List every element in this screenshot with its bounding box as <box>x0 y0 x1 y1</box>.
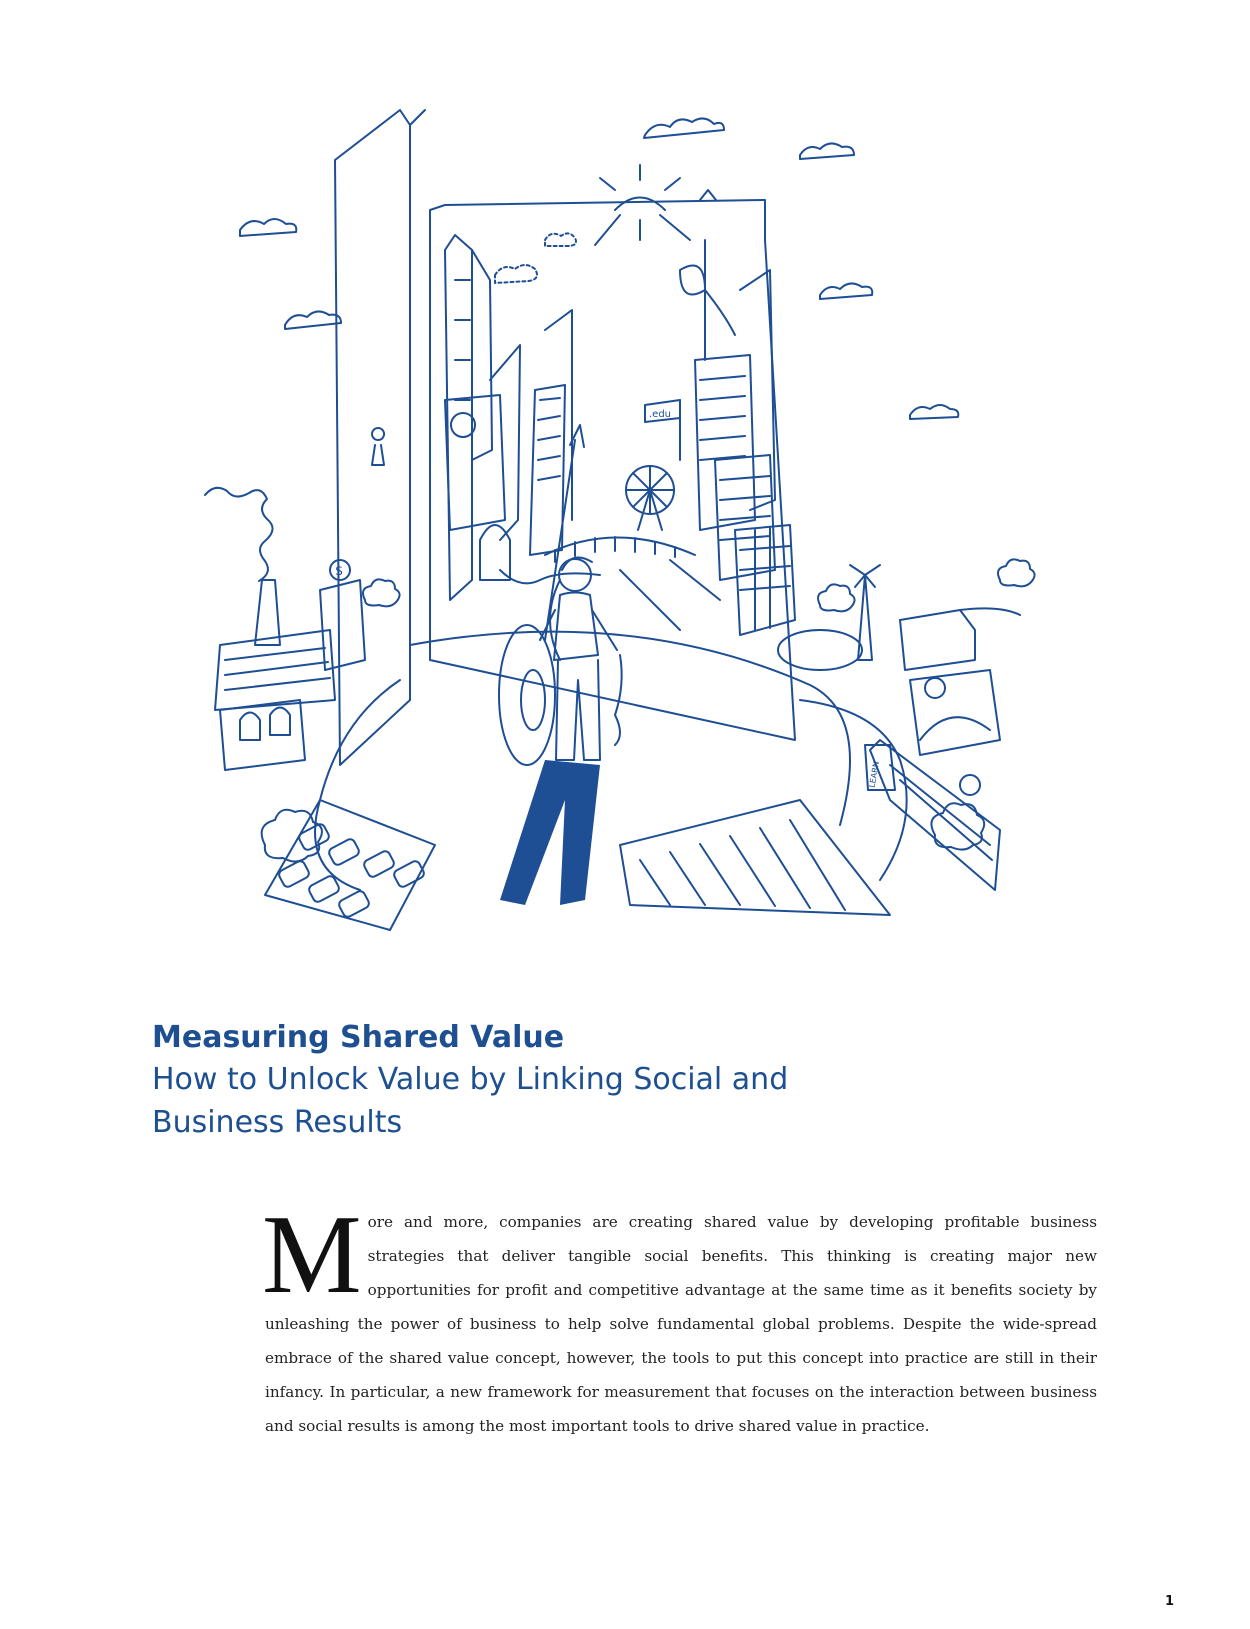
title-block <box>152 1018 852 1144</box>
intro-paragraph-text: ore and more, companies are creating shared value by developing profitable business strategies that deliver tangible social benefits. This thinking is creating major new opportunities for profit and competitive advantage at the same time as it benefits society by unleashing the power of business to help solve fundamental global problems. Despite the wide-spread embrace of the shared value concept, however, the tools to put this concept into practice are still in their infancy. In particular, a new framework for measurement that focuses on the interaction between business and social results is among the most important tools to drive shared value in practice. <box>265 1213 1097 1435</box>
edu-flag <box>645 400 680 460</box>
parking-lot <box>265 800 435 930</box>
right-buildings <box>680 190 795 635</box>
cover-illustration <box>200 100 1060 970</box>
edu-sign-label: .edu <box>649 409 672 420</box>
windmill-icon <box>850 565 880 660</box>
ferris-wheel-icon <box>626 466 674 530</box>
page-number: 1 <box>1164 1594 1174 1609</box>
learn-sign-label: LEARN <box>867 760 882 789</box>
bushes <box>262 559 1035 861</box>
cloud-icon <box>240 118 958 419</box>
left-buildings <box>445 235 600 600</box>
drop-cap: M <box>262 1193 362 1317</box>
city-door-drawing <box>200 100 1060 970</box>
page-title: Measuring Shared Value <box>152 1020 565 1055</box>
ground-lines <box>315 560 907 890</box>
bank-building <box>320 560 365 670</box>
crop-field <box>620 800 890 915</box>
bridge <box>545 537 695 562</box>
factory-icon <box>205 488 335 770</box>
door-icon <box>335 110 425 765</box>
sun-icon <box>595 165 690 245</box>
dollar-sign-label: $ <box>335 564 344 579</box>
intro-paragraph <box>262 1193 1097 1443</box>
person-shadow <box>500 760 600 905</box>
page-subtitle: How to Unlock Value by Linking Social and Business Results <box>152 1062 789 1140</box>
